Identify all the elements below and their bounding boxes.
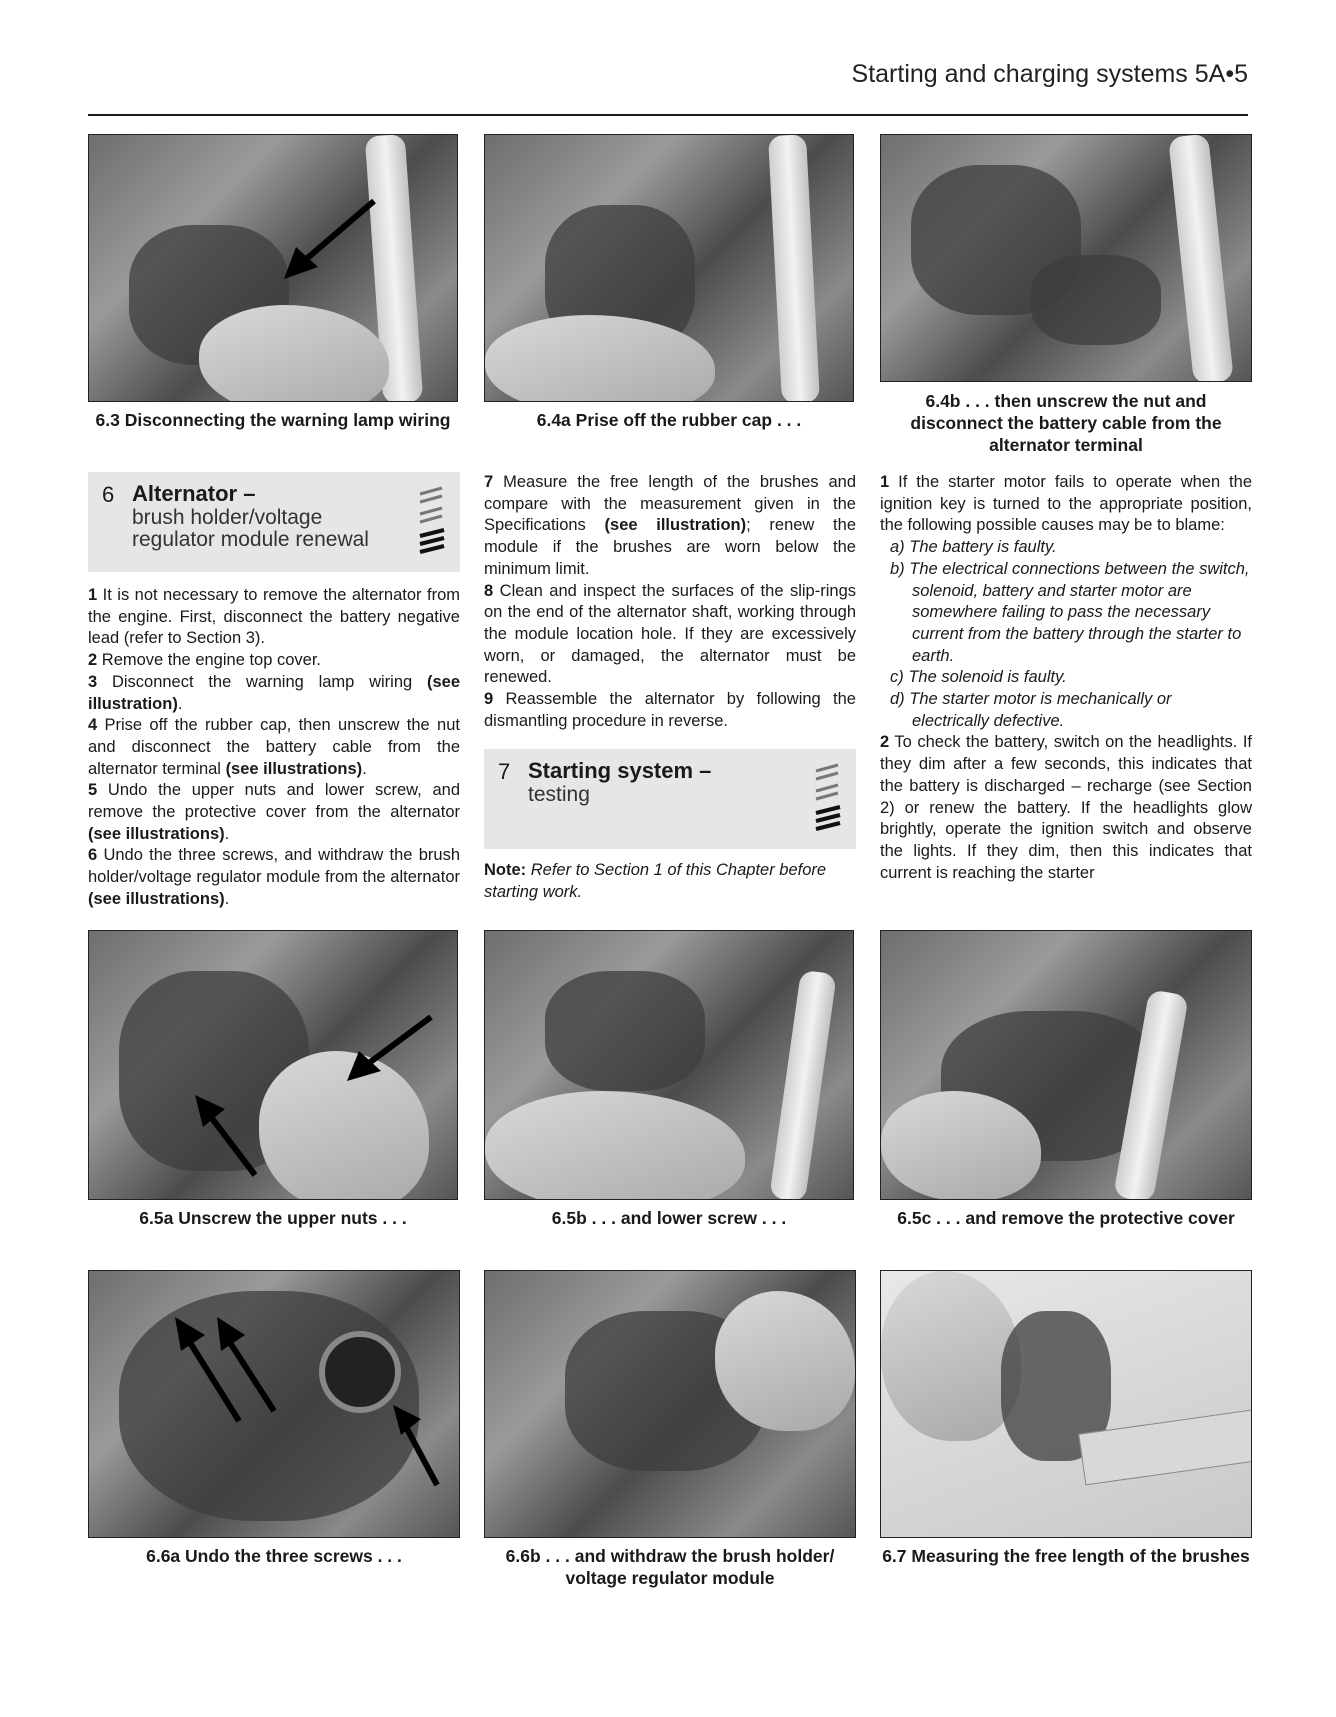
starter-step-1: 1 If the starter motor fails to operate when the ignition key is turned to the appropriate position, the following possible causes may be to blame:: [880, 473, 1252, 535]
spanner-difficulty-icon: [812, 759, 846, 839]
caption-6-6a: 6.6a Undo the three screws . . .: [146, 1546, 402, 1566]
arrow-icon: [274, 195, 384, 285]
section-7-note: Note: Refer to Section 1 of this Chapter before starting work.: [484, 861, 827, 901]
section-subtitle: regulator module renewal: [132, 528, 369, 551]
arrow-icon: [169, 1311, 279, 1431]
caption-6-4b: 6.4b . . . then unscrew the nut and disconnect the battery cable from the alternator terminal: [910, 391, 1222, 455]
section-subtitle: brush holder/voltage: [132, 506, 323, 529]
section-number: 7: [498, 759, 511, 784]
photo-6-5a: [88, 930, 458, 1200]
column-2-text: [484, 472, 856, 732]
step-4: 4 Prise off the rubber cap, then unscrew the nut and disconnect the battery cable from the alternator terminal (see illustrations).: [88, 716, 460, 778]
caption-6-5b: 6.5b . . . and lower screw . . .: [551, 1208, 787, 1228]
caption-6-6b: 6.6b . . . and withdraw the brush holder/ voltage regulator module: [505, 1546, 835, 1588]
caption-6-5a: 6.5a Unscrew the upper nuts . . .: [139, 1208, 407, 1228]
section-6-heading: [88, 472, 460, 572]
photo-6-5c: [880, 930, 1252, 1200]
section-number: 6: [102, 482, 115, 507]
column-3-text: [880, 472, 1252, 884]
photo-6-6a: [88, 1270, 460, 1538]
cause-list-item: a) The battery is faulty.: [890, 538, 1057, 557]
caption-6-3: 6.3 Disconnecting the warning lamp wiring: [95, 410, 451, 430]
photo-6-7: [880, 1270, 1252, 1538]
cause-list-item: c) The solenoid is faulty.: [890, 668, 1067, 687]
starter-step-2: 2 To check the battery, switch on the headlights. If they dim after a few seconds, this indicates that the battery is discharged – recharge (see Section 2) or renew the battery. If the headlights glow brightly, operate the ignition switch and observe the lights. If they dim, then this indicates that current is reaching the starter: [880, 733, 1252, 882]
cause-list-item: d) The starter motor is mechanically or electrically defective.: [890, 690, 1172, 730]
arrow-icon: [189, 1091, 269, 1181]
photo-6-3: [88, 134, 458, 402]
photo-6-5b: [484, 930, 854, 1200]
column-1-text: [88, 585, 460, 911]
step-6: 6 Undo the three screws, and withdraw the brush holder/voltage regulator module from the alternator (see illustrations).: [88, 846, 460, 908]
caption-6-5c: 6.5c . . . and remove the protective cover: [897, 1208, 1235, 1228]
step-2: 2 Remove the engine top cover.: [88, 651, 321, 670]
section-7-heading: [484, 749, 856, 849]
step-5: 5 Undo the upper nuts and lower screw, and remove the protective cover from the alternator (see illustrations).: [88, 781, 460, 843]
step-7: 7 Measure the free length of the brushes and compare with the measurement given in the Specifications (see illustration); renew the module if the brushes are worn below the minimum limit.: [484, 473, 856, 578]
page-header: [88, 58, 1248, 116]
caption-6-7: 6.7 Measuring the free length of the brushes: [882, 1546, 1250, 1566]
step-8: 8 Clean and inspect the surfaces of the slip-rings on the end of the alternator shaft, working through the module location hole. If they are excessively worn, or damaged, the alternator must be renewed.: [484, 581, 856, 687]
running-head: Starting and charging systems 5A•5: [851, 60, 1248, 88]
photo-6-6b: [484, 1270, 856, 1538]
photo-6-4b: [880, 134, 1252, 382]
cause-list-item: b) The electrical connections between the switch, solenoid, battery and starter motor are somewhere failing to pass the necessary current from the battery through the starter to earth.: [890, 559, 1250, 665]
step-1: 1 It is not necessary to remove the alternator from the engine. First, disconnect the battery negative lead (refer to Section 3).: [88, 586, 460, 648]
photo-6-4a: [484, 134, 854, 402]
caption-6-4a: 6.4a Prise off the rubber cap . . .: [536, 410, 802, 430]
section-subtitle: testing: [528, 783, 590, 806]
step-9: 9 Reassemble the alternator by following the dismantling procedure in reverse.: [484, 690, 856, 730]
section-title: Alternator –: [132, 481, 256, 506]
step-3: 3 Disconnect the warning lamp wiring (see illustration).: [88, 672, 460, 713]
arrow-icon: [339, 1011, 439, 1091]
section-title: Starting system –: [528, 758, 712, 783]
spanner-difficulty-icon: [416, 482, 450, 562]
arrow-icon: [389, 1401, 449, 1491]
